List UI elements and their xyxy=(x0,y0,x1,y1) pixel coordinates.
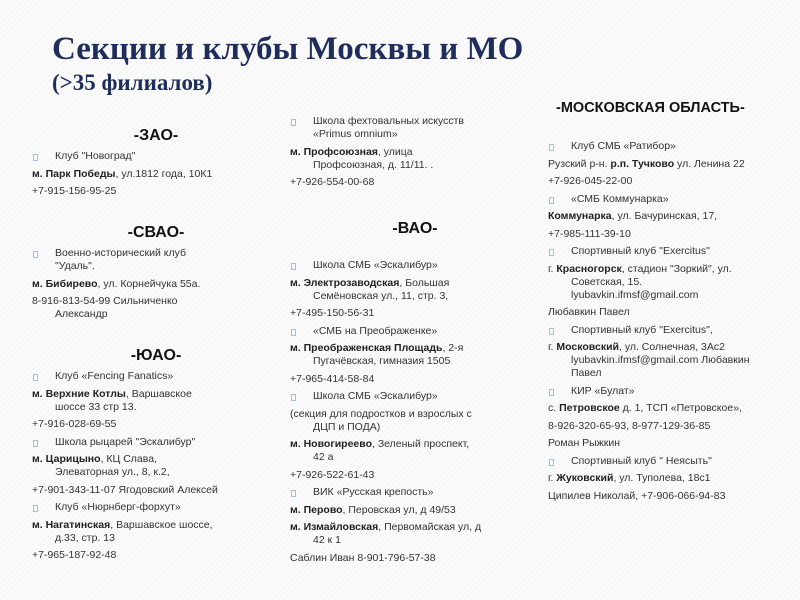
line-text: , Варшавское шоссе, xyxy=(110,518,213,531)
text-line xyxy=(548,193,798,206)
text-line xyxy=(548,210,798,223)
section-heading: -ВАО- xyxy=(392,220,438,237)
text-line xyxy=(32,150,280,163)
club-name-bullet xyxy=(548,245,798,258)
line-text: Ципилев Николай, +7-906-066-94-83 xyxy=(548,489,726,502)
line-text: д. 1, ТСП «Петровское», xyxy=(619,402,742,414)
text-line xyxy=(290,325,540,338)
text-line xyxy=(548,490,798,503)
line-text: , 2-я xyxy=(442,342,464,354)
line-text: (секция для подростков и взрослых с xyxy=(290,407,472,420)
club-info-line xyxy=(32,185,280,198)
club-name-bullet xyxy=(548,455,798,468)
section-heading: -СВАО- xyxy=(127,224,185,241)
location-name: Коммунарка xyxy=(548,210,612,222)
club-name-bullet xyxy=(548,140,798,153)
text-line xyxy=(290,552,540,565)
text-line xyxy=(32,308,280,321)
club-info-line xyxy=(290,373,540,386)
line-text: Александр xyxy=(55,308,108,320)
text-line xyxy=(290,115,540,128)
text-line xyxy=(32,278,280,291)
text-line xyxy=(32,370,280,383)
line-text: Элеваторная ул., 8, к.2, xyxy=(55,466,170,478)
section-heading: -МОСКОВСКАЯ ОБЛАСТЬ- xyxy=(556,100,745,116)
line-text: , Перовская ул, д 49/53 xyxy=(342,503,456,516)
text-line xyxy=(548,245,798,258)
text-line xyxy=(290,355,540,368)
text-line xyxy=(548,437,798,450)
address-prefix: г. xyxy=(548,262,557,275)
line-text: , ул. Корнейчука 55а. xyxy=(97,277,201,290)
club-info-line xyxy=(290,521,540,547)
location-name: м. Электрозаводская xyxy=(290,276,400,289)
line-text: 8-926-320-65-93, 8-977-129-36-85 xyxy=(548,419,711,432)
club-name-bullet xyxy=(32,370,280,383)
club-info-line xyxy=(548,228,798,241)
line-text: , стадион "Зоркий", ул. xyxy=(621,262,732,275)
club-info-line xyxy=(290,408,540,434)
slide-title xyxy=(52,30,523,98)
club-info-line xyxy=(290,342,540,368)
text-line xyxy=(32,549,280,562)
line-text: Школа СМБ «Эскалибур» xyxy=(313,259,438,271)
location-name: Петровское xyxy=(559,402,620,414)
line-text: lyubavkin.ifmsf@gmail.com Любавкин xyxy=(571,354,750,366)
line-text: 42 к 1 xyxy=(313,534,341,546)
line-text: Клуб СМБ «Ратибор» xyxy=(571,140,676,152)
address-prefix: г. xyxy=(548,472,557,484)
text-line xyxy=(32,168,280,181)
location-name: Красногорск xyxy=(556,262,622,275)
club-info-line xyxy=(32,519,280,545)
club-info-line xyxy=(290,277,540,303)
location-name: р.п. Тучково xyxy=(610,157,675,170)
line-text: Школа фехтовальных искусств xyxy=(313,115,464,127)
line-text: ул. Ленина 22 xyxy=(674,157,745,170)
location-name: м. Царицыно xyxy=(32,453,101,465)
text-line xyxy=(548,354,798,367)
location-name: м. Верхние Котлы xyxy=(32,387,126,400)
club-info-line xyxy=(290,176,540,189)
text-line xyxy=(548,306,798,319)
club-name-bullet xyxy=(32,436,280,449)
line-text: Саблин Иван 8-901-796-57-38 xyxy=(290,551,436,564)
line-text: Профсоюзная, д. 11/11. . xyxy=(313,158,434,171)
line-text: Семёновская ул., 11, стр. 3, xyxy=(313,289,449,302)
line-text: , ул.1812 года, 10К1 xyxy=(115,167,213,180)
line-text: , КЦ Слава, xyxy=(100,453,157,465)
club-info-line xyxy=(290,438,540,464)
text-line xyxy=(548,385,798,398)
text-line xyxy=(32,247,280,260)
text-line xyxy=(290,159,540,172)
location-name: м. Преображенская Площадь xyxy=(290,342,443,354)
title-line-2: (>35 филиалов) xyxy=(52,70,213,95)
text-line xyxy=(548,228,798,241)
line-text: lyubavkin.ifmsf@gmail.com xyxy=(571,288,699,301)
club-info-line xyxy=(548,158,798,171)
line-text: , Первомайская ул, д xyxy=(378,521,482,533)
text-line xyxy=(290,421,540,434)
section-heading: -ЮАО- xyxy=(130,347,182,364)
location-name: м. Бибирево xyxy=(32,277,98,290)
line-text: +7-915-156-95-25 xyxy=(32,185,117,197)
text-line xyxy=(32,418,280,431)
text-line xyxy=(32,501,280,514)
line-text: шоссе 33 стр 13. xyxy=(55,400,137,413)
club-info-line xyxy=(548,420,798,433)
line-text: Спортивный клуб "Exercitus", xyxy=(571,323,713,336)
club-info-line xyxy=(32,453,280,479)
club-info-line xyxy=(548,341,798,380)
text-line xyxy=(290,307,540,320)
text-line xyxy=(548,289,798,302)
location-name: м. Профсоюзная xyxy=(290,145,378,158)
column-moscow-districts-middle xyxy=(290,115,540,569)
line-text: Пугачёвская, гимназия 1505 xyxy=(313,355,451,367)
club-name-bullet xyxy=(290,259,540,272)
text-line xyxy=(548,455,798,468)
club-name-bullet xyxy=(548,385,798,398)
line-text: +7-926-554-00-68 xyxy=(290,176,375,188)
line-text: Клуб "Новоград" xyxy=(55,150,136,162)
line-text: ДЦП и ПОДА) xyxy=(313,420,381,433)
text-line xyxy=(32,436,280,449)
line-text: +7-985-111-39-10 xyxy=(548,227,631,240)
line-text: 42 а xyxy=(313,451,334,463)
text-line xyxy=(290,342,540,355)
text-line xyxy=(548,402,798,415)
text-line xyxy=(290,469,540,482)
text-line xyxy=(32,453,280,466)
location-name: м. Парк Победы xyxy=(32,167,116,180)
line-text: Школа рыцарей "Эскалибур" xyxy=(55,435,196,448)
club-name-bullet xyxy=(548,324,798,337)
text-line xyxy=(290,290,540,303)
text-line xyxy=(290,451,540,464)
text-line xyxy=(32,401,280,414)
club-info-line xyxy=(290,307,540,320)
section-heading: -ЗАО- xyxy=(133,127,179,144)
line-text: +7-965-187-92-48 xyxy=(32,549,117,561)
line-text: +7-965-414-58-84 xyxy=(290,372,375,385)
text-line xyxy=(548,140,798,153)
location-name: м. Измайловская xyxy=(290,521,379,533)
line-text: , Варшавское xyxy=(125,387,192,400)
club-info-line xyxy=(548,490,798,503)
text-line xyxy=(290,176,540,189)
text-line xyxy=(32,484,280,497)
line-text: ВИК «Русская крепость» xyxy=(313,486,434,498)
text-line xyxy=(32,388,280,401)
line-text: «СМБ Коммунарка» xyxy=(571,192,669,205)
line-text: +7-926-522-61-43 xyxy=(290,468,375,481)
club-name-bullet xyxy=(32,150,280,163)
line-text: , Зеленый проспект, xyxy=(371,438,470,450)
location-name: Московский xyxy=(556,341,619,353)
line-text: «СМБ на Преображенке» xyxy=(313,324,438,337)
line-text: +7-901-343-11-07 Ягодовский Алексей xyxy=(32,483,218,496)
line-text: «Primus omnium» xyxy=(313,128,398,140)
text-line xyxy=(32,466,280,479)
location-name: м. Новогиреево xyxy=(290,438,372,450)
club-name-bullet xyxy=(32,247,280,273)
line-text: , ул. Туполева, 18с1 xyxy=(613,472,711,484)
club-info-line xyxy=(548,437,798,450)
club-info-line xyxy=(290,469,540,482)
text-line xyxy=(290,146,540,159)
column-moscow-region xyxy=(548,98,798,507)
text-line xyxy=(290,534,540,547)
text-line xyxy=(548,263,798,276)
text-line xyxy=(548,420,798,433)
line-text: Военно-исторический клуб xyxy=(55,247,186,259)
text-line xyxy=(32,260,280,273)
club-name-bullet xyxy=(290,486,540,499)
text-line xyxy=(32,295,280,308)
address-prefix: г. xyxy=(548,341,557,353)
line-text: д.33, стр. 13 xyxy=(55,531,115,544)
line-text: "Удаль". xyxy=(55,260,95,272)
title-line-1: Секции и клубы Москвы и МО xyxy=(52,31,524,67)
text-line xyxy=(290,128,540,141)
club-info-line xyxy=(548,175,798,188)
text-line xyxy=(290,521,540,534)
line-text: +7-926-045-22-00 xyxy=(548,175,633,187)
text-line xyxy=(548,341,798,354)
text-line xyxy=(290,486,540,499)
line-text: , ул. Солнечная, 3Ас2 xyxy=(618,341,725,353)
line-text: +7-495-150-56-31 xyxy=(290,307,375,319)
club-info-line xyxy=(548,306,798,319)
club-info-line xyxy=(548,402,798,415)
column-moscow-districts-left xyxy=(32,126,280,567)
text-line xyxy=(548,276,798,289)
line-text: , ул. Бачуринская, 17, xyxy=(611,210,718,222)
club-info-line xyxy=(32,168,280,181)
club-name-bullet xyxy=(32,501,280,514)
line-text: Клуб «Fencing Fanatics» xyxy=(55,370,174,382)
line-text: , Большая xyxy=(399,276,450,289)
line-text: +7-916-028-69-55 xyxy=(32,418,117,430)
text-line xyxy=(32,519,280,532)
location-name: м. Перово xyxy=(290,503,343,516)
location-name: м. Нагатинская xyxy=(32,518,111,531)
text-line xyxy=(290,259,540,272)
text-line xyxy=(32,185,280,198)
club-info-line xyxy=(32,418,280,431)
line-text: Павел xyxy=(571,367,602,379)
line-text: Школа СМБ «Эскалибур» xyxy=(313,390,438,402)
club-info-line xyxy=(32,388,280,414)
line-text: 8-916-813-54-99 Сильниченко xyxy=(32,295,178,307)
club-name-bullet xyxy=(290,325,540,338)
text-line xyxy=(290,408,540,421)
address-prefix: с. xyxy=(548,402,560,414)
club-info-line xyxy=(548,472,798,485)
text-line xyxy=(548,158,798,171)
club-info-line xyxy=(32,295,280,321)
text-line xyxy=(548,472,798,485)
text-line xyxy=(548,175,798,188)
club-info-line xyxy=(290,552,540,565)
text-line xyxy=(548,324,798,337)
club-name-bullet xyxy=(290,115,540,141)
text-line xyxy=(290,504,540,517)
club-name-bullet xyxy=(290,390,540,403)
line-text: Клуб «Нюрнберг-форхут» xyxy=(55,501,181,513)
line-text: Спортивный клуб " Неясыть" xyxy=(571,454,712,467)
text-line xyxy=(290,390,540,403)
club-info-line xyxy=(32,549,280,562)
club-info-line xyxy=(290,146,540,172)
line-text: Советская, 15. xyxy=(571,275,643,288)
line-text: Спортивный клуб "Exercitus" xyxy=(571,245,710,257)
text-line xyxy=(548,367,798,380)
club-info-line xyxy=(32,484,280,497)
line-text: , улица xyxy=(377,145,413,158)
club-info-line xyxy=(32,278,280,291)
text-line xyxy=(290,438,540,451)
line-text: КИР «Булат» xyxy=(571,384,635,397)
location-name: Жуковский xyxy=(556,472,614,484)
text-line xyxy=(290,373,540,386)
text-line xyxy=(32,532,280,545)
club-info-line xyxy=(290,504,540,517)
address-prefix: Рузский р-н. xyxy=(548,157,611,170)
club-info-line xyxy=(548,263,798,302)
line-text: Любавкин Павел xyxy=(548,306,630,318)
club-info-line xyxy=(548,210,798,223)
text-line xyxy=(290,277,540,290)
line-text: Роман Рыжкин xyxy=(548,437,620,449)
club-name-bullet xyxy=(548,193,798,206)
